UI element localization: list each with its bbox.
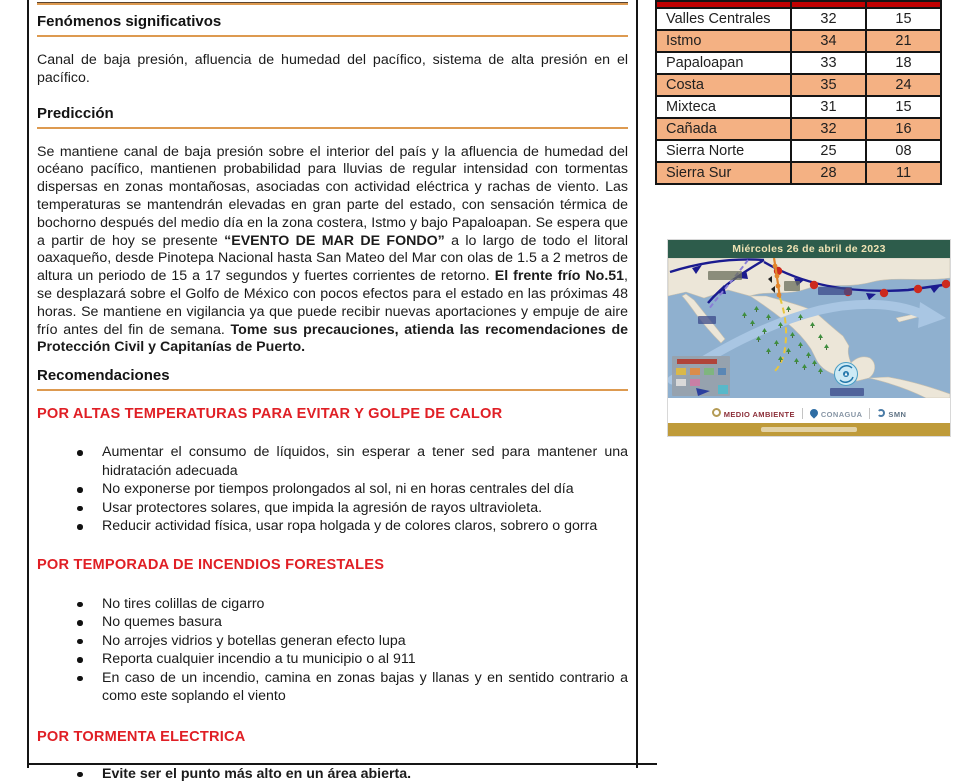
cell-max: 35: [791, 74, 866, 96]
cell-min: 15: [866, 96, 941, 118]
section-heading-recomendaciones: Recomendaciones: [37, 367, 628, 391]
paragraph-run: El frente frío No.51: [494, 268, 625, 285]
paragraph-run: , se desplazará sobre el Golfo de México con pocos efectos para el estado en las próximas 48 horas. Se mantiene en vigilancia ya que puede recibir nuevas aportaciones y empuje de aire frío antes del fin de semana.: [37, 268, 628, 338]
cell-region: Costa: [656, 74, 791, 96]
table-row: [656, 140, 941, 162]
cell-region: Istmo: [656, 30, 791, 52]
bullet-item: Reporta cualquier incendio a tu municipio o al 911: [75, 650, 628, 669]
document-bottom-border: [27, 763, 657, 765]
cell-max: 33: [791, 52, 866, 74]
cell-min: 21: [866, 30, 941, 52]
map-gold-footer-bar: [668, 423, 950, 436]
table-header-row-cutoff: [656, 1, 941, 8]
table-row: [656, 74, 941, 96]
medio-ambiente-emblem-icon: [712, 408, 721, 417]
weather-map-graphic: [668, 240, 950, 436]
cell-region: Cañada: [656, 118, 791, 140]
table-row: [656, 96, 941, 118]
cell-region: Papaloapan: [656, 52, 791, 74]
bullet-item: No arrojes vidrios y botellas generan efecto lupa: [75, 632, 628, 651]
cell-max: 32: [791, 8, 866, 30]
cell-min: 18: [866, 52, 941, 74]
bullet-item: Aumentar el consumo de líquidos, sin esperar a tener sed para mantener una hidratación adecuada: [75, 443, 628, 480]
logo-divider: [802, 408, 803, 419]
cell-min: 16: [866, 118, 941, 140]
cell-region: Mixteca: [656, 96, 791, 118]
cell-region: Sierra Sur: [656, 162, 791, 184]
regional-temperature-table: [655, 0, 942, 185]
map-legend: [672, 356, 730, 396]
warning-heading-incendios-forestales: POR TEMPORADA DE INCENDIOS FORESTALES: [37, 556, 385, 573]
water-drop-icon: [808, 407, 819, 418]
prediccion-paragraph: [37, 144, 628, 358]
section-heading-prediccion: Predicción: [37, 105, 628, 129]
paragraph-run: Tome sus precauciones, atienda las recomendaciones de Protección Civil y Capitanías de Puerto.: [37, 321, 628, 356]
cell-min: 08: [866, 140, 941, 162]
weather-bulletin-document: [27, 0, 638, 782]
bullet-list-tormenta-electrica: [37, 765, 628, 783]
forecast-table-body: [656, 1, 941, 184]
bullet-list-incendios-forestales: [37, 595, 628, 706]
cyclone-symbol: [835, 363, 858, 386]
table-row: [656, 8, 941, 30]
bullet-list-altas-temperaturas: [37, 443, 628, 536]
medio-ambiente-logo: MEDIO AMBIENTE: [712, 404, 795, 422]
cell-min: 15: [866, 8, 941, 30]
bullet-item: En caso de un incendio, camina en zonas bajas y llanas y en sentido contrario a como este soplando el viento: [75, 669, 628, 706]
bullet-item: Evite ser el punto más alto en un área abierta.: [75, 765, 628, 783]
cell-max: 34: [791, 30, 866, 52]
map-footer-logos: [668, 403, 950, 423]
bullet-item: No tires colillas de cigarro: [75, 595, 628, 614]
swirl-icon: [877, 409, 885, 417]
table-row: [656, 52, 941, 74]
cell-min: 11: [866, 162, 941, 184]
bullet-item: Usar protectores solares, que impida la agresión de rayos ultravioleta.: [75, 499, 628, 518]
warning-heading-tormenta-electrica: POR TORMENTA ELECTRICA: [37, 728, 246, 745]
logo-divider: [869, 408, 870, 419]
map-date-title: Miércoles 26 de abril de 2023: [668, 240, 950, 258]
paragraph-run: “EVENTO DE MAR DE FONDO”: [224, 232, 445, 249]
smn-logo: SMN: [877, 404, 906, 422]
table-row: [656, 30, 941, 52]
cell-max: 32: [791, 118, 866, 140]
cell-max: 31: [791, 96, 866, 118]
cell-region: Sierra Norte: [656, 140, 791, 162]
cell-region: Valles Centrales: [656, 8, 791, 30]
paragraph-run: a lo largo de todo el litoral oaxaqueño, desde Pinotepa Nacional hasta San Mateo del Mar con olas de 1.5 a 2 metros de altura un periodo de 15 a 17 segundos y fuertes corrientes de retorno.: [37, 232, 628, 285]
mexico-synoptic-map: [668, 258, 950, 398]
fenomenos-paragraph: Canal de baja presión, afluencia de humedad del pacífico, sistema de alta presión en el pacífico.: [37, 52, 628, 86]
conagua-logo: CONAGUA: [810, 404, 863, 422]
section-heading-fenomenos: Fenómenos significativos: [37, 13, 628, 37]
cell-min: 24: [866, 74, 941, 96]
cell-max: 25: [791, 140, 866, 162]
bullet-item: No exponerse por tiempos prolongados al sol, ni en horas centrales del día: [75, 480, 628, 499]
section-divider-rule: [37, 2, 628, 5]
cell-max: 28: [791, 162, 866, 184]
bullet-item: Reducir actividad física, usar ropa holgada y de colores claros, sobrero o gorra: [75, 517, 628, 536]
table-row: [656, 118, 941, 140]
table-row: [656, 162, 941, 184]
warning-heading-altas-temperaturas: POR ALTAS TEMPERATURAS PARA EVITAR Y GOLPE DE CALOR: [37, 406, 503, 423]
bullet-item: No quemes basura: [75, 613, 628, 632]
paragraph-run: Se mantiene canal de baja presión sobre el interior del país y la afluencia de humedad del océano pacífico, mantienen probabilidad para lluvias de regular intensidad con tormentas dispersas en zonas montañosas, asociadas con actividad eléctrica y rachas de viento. Las temperaturas se mantendrán elevadas en gran parte del estado, con sensación térmica de bochorno después del medio día en la zona costera, Istmo y bajo Papaloapan. Se espera que a partir de hoy se presente: [37, 143, 628, 249]
